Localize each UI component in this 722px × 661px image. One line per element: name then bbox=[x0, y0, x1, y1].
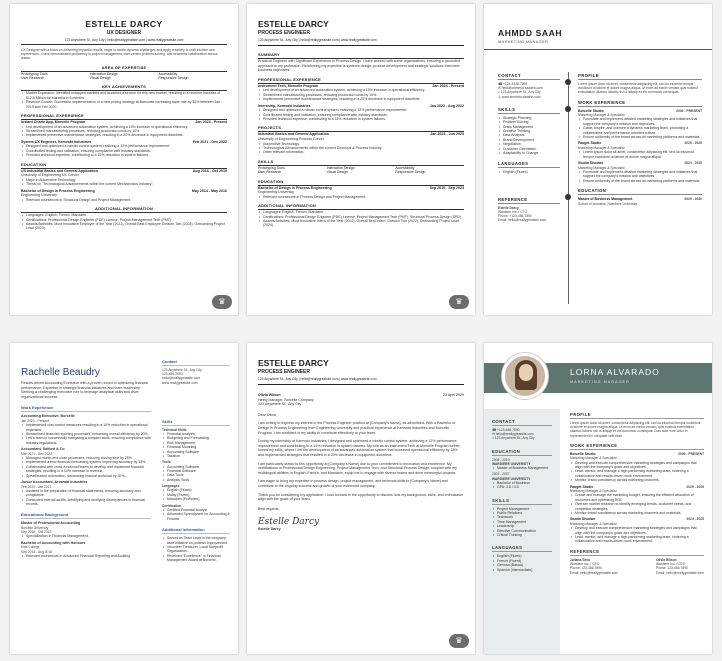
skill-item: • Crisis Management bbox=[498, 125, 560, 129]
recipient-title: Hiring Manager, Borcelle Company bbox=[258, 397, 314, 402]
cert-item: • Certified Financial Analyst bbox=[162, 508, 230, 512]
section-heading: REFERENCE bbox=[498, 197, 560, 204]
additional-item: • Languages: English, French, Mandarin. bbox=[258, 210, 464, 214]
skill-item: • Strategic Planning bbox=[498, 116, 560, 120]
skill-item: • Adaptability to Change bbox=[498, 151, 560, 155]
project-title: Industrial Basics and General Application bbox=[258, 132, 329, 137]
job-bullet: • Lead, mentor, and manage a high-performing marketing team, fostering a collaborative and results-driven work environment. bbox=[570, 535, 704, 544]
achievement-item: • Market Expansion: Identified untapped markets and launched a service for this new market, resulting in a revenue increase of $12.5 Million for Marcella in 6 months. bbox=[21, 91, 227, 100]
resume-role: UX DESIGNER bbox=[106, 30, 142, 36]
language-item: • English (Fluent) bbox=[498, 170, 560, 174]
left-column bbox=[498, 68, 560, 223]
contact-item: ⌂ 123 Anywhere St., Any City bbox=[492, 436, 535, 441]
profile-text: Lorem ipsum dolor sit amet, consectetur adipiscing elit, sed do eiusmod tempor incididunt ut labore et dolore magna aliqua. Ut enim ad minim veniam quis nostrud exercitation ullamco laboris nisi ut aliquip ex ea commodo consequat. bbox=[578, 82, 699, 95]
job-company: Studio Shodwe bbox=[578, 161, 604, 166]
job-bullet: • Provided technical expertise, contributing to a 15% reduction in system failures. bbox=[21, 153, 227, 157]
reference-name: Juliana Silva bbox=[570, 557, 590, 562]
job-bullet: • Create and manage the marketing budget, ensuring the efficient allocation of resources and optimizing ROI. bbox=[570, 493, 704, 502]
skill-item: • Financial Analysis bbox=[162, 432, 230, 436]
job-date: Jan 2023 - Present bbox=[195, 120, 227, 125]
job-title: Instant Chartz App, Morcelle Program bbox=[21, 120, 86, 125]
job-bullet: • Spearheaded automation, decreasing manual workload by 30%. bbox=[21, 474, 151, 478]
reference-email: Email: hello@reallygreatsite.com bbox=[655, 570, 704, 575]
edu-school: Elite College bbox=[21, 545, 40, 550]
job-company: Fauget Studio bbox=[578, 141, 602, 146]
section-heading: SKILLS bbox=[498, 107, 560, 114]
reference-item bbox=[570, 558, 618, 575]
edu-bullet: • GPA: 3.8 / 4.0 bbox=[492, 485, 552, 489]
skill-item: • Data Analysis bbox=[498, 133, 560, 137]
section-heading: KEY ACHIEVEMENTS bbox=[21, 84, 227, 91]
job-bullet: • Streamlined manufacturing processes, reducing production costs by 10%. bbox=[21, 129, 227, 133]
job-bullet: • Designed and optimized a robotic control system, realizing a 12% performance improvement. bbox=[21, 144, 227, 148]
skills-subheading: Technical Skills bbox=[162, 427, 187, 432]
right-column bbox=[162, 357, 230, 563]
job-company: Borcelle Studio bbox=[578, 108, 604, 113]
reference-email: Email: hello@reallygreatsite.com bbox=[498, 218, 547, 223]
edu-date: Sep 2014 - Aug 2018 bbox=[21, 549, 52, 554]
skill-item: User Research bbox=[21, 76, 45, 81]
cover-letter-thumbnail-process-engineer[interactable] bbox=[247, 343, 475, 654]
skill-item: • Risk Management bbox=[162, 441, 230, 445]
section-heading: SUMMARY bbox=[258, 52, 464, 59]
job-bullet: • Led a team in successfully navigating a complex audit, ensuring compliance with industry regulations. bbox=[21, 436, 151, 445]
additional-item: • Certifications: Professional Design Engineer (PDE) License, Project Management Tech (PMT). bbox=[21, 218, 227, 222]
skill-item: Interaction Design bbox=[89, 71, 118, 76]
job-bullet: • Led development of an advanced automation system, achieving a 15% increase in operational efficiency. bbox=[21, 125, 227, 129]
edu-date: Aug 2016 - Oct 2019 bbox=[192, 168, 227, 173]
job-title: Junior Accountant, Arowwai Industries bbox=[21, 480, 88, 485]
job-bullet: • Implemented preventive maintenance strategies, resulting in a 20% decrease in equipment downtime. bbox=[21, 133, 227, 137]
job-bullet: • Assisted in the preparation of financial statements, ensuring accuracy and compliance. bbox=[21, 489, 151, 498]
section-heading: LANGUAGES bbox=[492, 545, 552, 552]
edu-bullet: • Major in Automotive Technology. bbox=[21, 178, 227, 182]
section-heading: PROFESSIONAL EXPERIENCE bbox=[258, 77, 464, 84]
edu-bullet: • Relevant coursework in Advanced Financial Reporting and Auditing. bbox=[21, 554, 151, 558]
language-item: • Spanish (Intermediate) bbox=[492, 568, 552, 572]
edu-school: WARDIERE UNIVERSITY bbox=[492, 461, 531, 466]
resume-name: Rachelle Beaudry bbox=[21, 367, 100, 378]
project-school: University of Engineering Process Cohort bbox=[258, 137, 324, 141]
crown-icon[interactable]: ♛ bbox=[449, 634, 469, 648]
skill-item: Responsive Design bbox=[395, 170, 426, 175]
reference-company: Wardiere Inc. / CEO bbox=[570, 562, 600, 567]
edu-title: UX Industrial Basics and General Application bbox=[21, 168, 98, 173]
job-date: 2024 - 2025 bbox=[684, 161, 702, 166]
edu-bullet: • Master of Business Management bbox=[492, 466, 552, 470]
signature: Estelle Darcy bbox=[258, 517, 320, 528]
letter-contact: 123 Anywhere St., Any City | hello@reallygreatsite.com | www.reallygreatsite.com bbox=[258, 377, 464, 385]
project-bullet: • Other relevant information. bbox=[258, 150, 464, 154]
edu-date: 2003 - 2007 bbox=[492, 472, 510, 477]
job-bullet: • Streamlined manufacturing processes, reducing production costs by 10%. bbox=[258, 93, 464, 97]
resume-thumbnail-process-engineer[interactable] bbox=[247, 4, 475, 315]
letter-paragraph: During my internship at Kemvoki Industries, I designed and optimized a robotic control system, achieving a 12% performance improvement and contributing to a 15% reduction in system failures. My role as an Instrument Tech at Morcelle Program further honed my skills, where I led the development of an advanced automation system that increased operational efficiency by 15% and implemented strategies that resulted in a 20% decrease in equipment downtime. bbox=[258, 439, 460, 457]
skill-item: • Customer Orientation bbox=[498, 147, 560, 151]
job-date: Mar 2021 - Dec 2022 bbox=[21, 451, 52, 456]
resume-name: ESTELLE DARCY bbox=[258, 19, 329, 29]
edu-school: WARDIERE UNIVERSITY bbox=[492, 476, 531, 481]
job-role: Marketing Manager & Specialist bbox=[578, 113, 625, 118]
section-heading: SKILLS bbox=[258, 159, 464, 166]
left-column bbox=[21, 357, 151, 558]
job-bullet: • Oversee market research to identify emerging trends, customer needs, and competitor strategies. bbox=[570, 502, 704, 511]
resume-summary: UX Designer with a focus on delivering impactful results, eager to tackle dynamic challenges and apply creativity to craft intuitive user experiences. I have demonstrated proficiency in project management, user-centric problem-solving, and seamless collaboration across teams. bbox=[21, 48, 218, 61]
project-bullet: • Automotive Technology. bbox=[258, 142, 464, 146]
edu-date: May 2014 - May 2016 bbox=[191, 188, 227, 193]
skill-item: Responsive Design bbox=[158, 76, 189, 81]
section-heading: SKILLS bbox=[492, 498, 552, 505]
edu-date: Sep 2018 - Oct 2019 bbox=[21, 530, 52, 535]
contact-item: ✉ hello@reallygreatsite.com bbox=[492, 432, 534, 437]
job-bullet: • Formulate and implement detailed marketing strategies and initiatives that support the company's mission and objectives. bbox=[578, 117, 702, 126]
job-bullet: • Ensure uniformity of the brand across all marketing platforms and materials. bbox=[578, 179, 702, 183]
job-role: Marketing Manager & Specialist bbox=[578, 165, 625, 170]
edu-title: Master of Business Management bbox=[578, 197, 633, 202]
skill-item: • Negotiation bbox=[498, 142, 560, 146]
achievement-item: • Revenue Growth: Successful implementation of a new pricing strategy at Barnowle increasing base rate by 30% between Jan 2019 and Feb 2020. bbox=[21, 100, 227, 109]
expertise-grid bbox=[21, 72, 227, 81]
letter-name: ESTELLE DARCY bbox=[258, 358, 329, 368]
recipient-address: 123 Anywhere St., Any City bbox=[258, 402, 302, 407]
additional-item: • Awards/Activities: Most Innovative Employer of the Year (2021), Overall Best Employee Division Two (2024), Onboarding Project Lead (2023). bbox=[21, 222, 227, 231]
section-heading: Educational Background bbox=[21, 512, 151, 519]
job-date: 2025 - 2029 bbox=[686, 484, 704, 489]
job-bullet: • Collaborated with cross-functional teams to develop and implement financial strategies, resulting in a 10% increase in revenue. bbox=[21, 465, 151, 474]
letter-closing: Best regards, bbox=[258, 506, 280, 511]
additional-item: • Languages: English, French, Mandarin. bbox=[21, 213, 227, 217]
job-title: Internship, Kemvoki Industries bbox=[258, 103, 311, 108]
language-item: • French (Fluent) bbox=[492, 559, 552, 563]
job-role: Marketing Manager & Specialist bbox=[570, 522, 617, 527]
skill-item: • Financial Modeling bbox=[162, 445, 230, 449]
job-role: Marketing Manager & Specialist bbox=[570, 489, 617, 494]
section-heading: Contact bbox=[162, 359, 230, 366]
additional-item: • Volunteer Treasurer, Local Nonprofit Organization. bbox=[162, 545, 230, 554]
job-date: Feb 2021 - Dec 2022 bbox=[192, 139, 227, 144]
skill-item: • Public Relations bbox=[492, 511, 552, 515]
letter-paragraph: I am particularly drawn to this opportunity at [Company's Name] due to your commitment to innovation and excellence. My certifications in Professional Design Engineering, Project Management Tech, and Structural Process Design, coupled with my multilingual abilities in English, French, and Mandarin, equip me to engage with diverse teams and drive meaningful projects. bbox=[258, 461, 457, 475]
job-title: Accountant, Salford & Co bbox=[21, 447, 65, 452]
letter-date: 23 April 2029 bbox=[443, 393, 464, 397]
edu-school: Borcelle University bbox=[21, 526, 49, 531]
location-icon: ⌂ bbox=[498, 90, 501, 95]
letter-greeting: Dear Olivia, bbox=[258, 412, 277, 417]
job-date: 2025 - 2029 bbox=[684, 141, 702, 146]
cert-item: • Advanced Spreadsheet for Accounting & Finance bbox=[162, 512, 230, 521]
right-column bbox=[570, 407, 704, 575]
reference-name: Estelle Darcy bbox=[498, 205, 519, 210]
skill-item: Prototyping Tools bbox=[258, 165, 285, 170]
edu-school: Engineering University bbox=[21, 193, 57, 198]
section-heading: CONTACT bbox=[498, 73, 560, 80]
resume-role: PROCESS ENGINEER bbox=[258, 30, 310, 36]
location-icon: ⌂ bbox=[492, 436, 495, 441]
profile-text: Lorem ipsum dolor sit amet, consectetur adipiscing elit, sed do eiusmod tempor incididunt ut labore et dolore magna aliqua. Ut enim ad minim veniam, quis nostrud exercitation ullamco laboris nisi ut aliquip ex ea commodo consequat. Duis aute irure dolor in reprehenderit in voluptate velit esse. bbox=[570, 421, 701, 438]
resume-header bbox=[484, 4, 712, 50]
job-date: 2030 - PRESENT bbox=[678, 451, 704, 456]
section-heading: Additional Information bbox=[162, 527, 230, 534]
edu-title: Bachelor of Accounting with Honours bbox=[21, 540, 86, 545]
reference-phone: Phone: 123-456-7890 bbox=[570, 566, 602, 571]
contact-item: ⌂ 123 Anywhere St., Any City bbox=[498, 90, 541, 95]
job-bullet: • Coordinated testing and validation, ensuring compliance with industry standards. bbox=[21, 149, 227, 153]
skill-item: • Budgeting and Forecasting bbox=[162, 436, 230, 440]
job-bullet: • Provided technical expertise, contributing to a 15% reduction in system failures. bbox=[258, 117, 464, 121]
language-item: • English (Fluent) bbox=[162, 488, 230, 492]
tool-item: • Analysis Tools bbox=[162, 478, 230, 482]
edu-title: Master of Professional Accounting bbox=[21, 521, 81, 526]
skill-item: • Accounting Software bbox=[162, 450, 230, 454]
job-bullet: • Lead, mentor, and manage a high-performing marketing team, fostering a collaborative and results-driven work environment. bbox=[570, 469, 704, 478]
letter-paragraph: I am writing to express my interest in the Process Engineer position at [Company's Name], as advertised. With a Bachelor of Design in Process Engineering from Engineering University and practical experience at Kemvoki Industries and Morcelle Program, I am confident in my ability to contribute effectively to your team. bbox=[258, 421, 456, 435]
education-icon bbox=[565, 194, 571, 200]
job-bullet: • Develop and execute comprehensive marketing strategies and campaigns that align with the company's goals and objectives. bbox=[570, 461, 704, 470]
job-bullet: • Conducted internal audits, identifying and rectifying discrepancies in financial records. bbox=[21, 498, 151, 507]
reference-name: Olivia Wilson bbox=[655, 557, 677, 562]
phone-icon: ☎ bbox=[492, 428, 498, 432]
edu-school: University of Engineering UX Cohort bbox=[21, 173, 79, 178]
edu-bullet: • Specialization in Financial Management. bbox=[21, 534, 151, 538]
skill-item: • Teamwork bbox=[492, 515, 552, 519]
tool-item: • Financial Software bbox=[162, 469, 230, 473]
reference-company: Wardiere Inc. / CTO bbox=[498, 210, 528, 215]
section-heading: EDUCATION bbox=[492, 449, 552, 456]
section-heading: LANGUAGES bbox=[498, 161, 560, 168]
job-bullet: • Implemented cost control measures resulting in a 10% reduction in operational expenses. bbox=[21, 423, 151, 432]
section-heading: Skills bbox=[162, 419, 230, 426]
reference-item bbox=[656, 558, 704, 575]
contact-item: hello@reallygreatsite.com bbox=[162, 376, 200, 381]
letter-paragraph: Thank you for considering my application. I look forward to the opportunity to discuss how my background, skills, and enthusiasm align with the goals of your team. bbox=[258, 492, 463, 502]
skill-item: • Time Management bbox=[492, 520, 552, 524]
skill-item: Accessibility bbox=[395, 165, 415, 170]
reference-company: Wardiere Inc. / CEO bbox=[655, 562, 686, 567]
language-item: • Malay (Fluent) bbox=[162, 493, 230, 497]
contact-item: ✉ hello@ahmedd saaahh.com bbox=[498, 86, 543, 91]
skill-item: • Taxation bbox=[162, 454, 230, 458]
section-heading: PROFESSIONAL EXPERIENCE bbox=[21, 113, 227, 120]
skill-item: User Research bbox=[258, 170, 282, 175]
project-date: Jan 2023 - Jun 2023 bbox=[430, 132, 464, 137]
section-heading: REFERENCE bbox=[570, 549, 704, 556]
left-column bbox=[484, 409, 560, 654]
globe-icon: ◎ bbox=[498, 94, 502, 99]
resume-thumbnail-marketing-manager[interactable] bbox=[484, 4, 712, 315]
section-heading: PROFILE bbox=[578, 73, 702, 80]
skill-item: • Brand Development bbox=[498, 138, 560, 142]
section-heading: Work Experience bbox=[21, 405, 151, 412]
resume-thumbnail-accounting-executive[interactable] bbox=[10, 343, 238, 654]
job-bullet: • Formulate and implement detailed marketing strategies and initiatives that support the company's mission and objectives. bbox=[578, 170, 702, 179]
skill-item: • Critical Thinking bbox=[492, 533, 552, 537]
profile-photo bbox=[502, 353, 548, 399]
edu-bullet: • Thesis on "Technological Advancements within the current Mechatronics Industry". bbox=[21, 182, 227, 186]
skill-item: Visual Design bbox=[89, 76, 111, 81]
tool-item: • Data Tools bbox=[162, 473, 230, 477]
letter-paragraph: I am eager to bring my expertise in process design, project management, and technical skills to [Company's Name] and contribute to the ongoing success and growth of your esteemed company. bbox=[258, 479, 448, 488]
job-bullet: • Managed month-end close processes, reducing closing time by 25%. bbox=[21, 456, 151, 460]
edu-date: 2008 - 2010 bbox=[492, 457, 510, 462]
reference-phone: Phone: +123-456-7890 bbox=[498, 214, 532, 219]
resume-contact: 123 Anywhere St., Any City | hello@reallygreatsite.com | www.reallygreatsite.com bbox=[258, 38, 464, 46]
section-heading: WORK EXPERIENCE bbox=[578, 100, 702, 107]
job-role: Marketing Manager & Specialist bbox=[578, 146, 625, 151]
job-bullet: • Streamlined financial reporting processes, enhancing overall efficiency by 20%. bbox=[21, 432, 151, 436]
edu-title: Bachelor of Design in Process Engineering bbox=[258, 185, 332, 190]
job-title: System UX Engineer, Kemvoki Industries bbox=[21, 139, 92, 144]
section-heading: ADDITIONAL INFORMATION bbox=[21, 206, 227, 213]
reference-list bbox=[570, 558, 704, 575]
job-bullet: • Monitor brand consistency across marketing channels and materials. bbox=[570, 511, 704, 515]
job-bullet: • Coordinated testing and validation, ensuring compliance with industry standards. bbox=[258, 113, 464, 117]
reference-phone: Phone: 123-456-7890 bbox=[655, 566, 688, 571]
skill-item: Visual Design bbox=[326, 170, 348, 175]
edu-bullet: • Bachelor of Business bbox=[492, 481, 552, 485]
crown-icon[interactable]: ♛ bbox=[212, 295, 232, 309]
resume-role: MARKETING MANAGER bbox=[570, 380, 630, 384]
skill-item: • Leadership bbox=[492, 524, 552, 528]
reference-email: Email: hello@reallygreatsite.com bbox=[570, 570, 619, 575]
section-heading: EDUCATION bbox=[578, 188, 702, 195]
section-heading: PROJECTS bbox=[258, 125, 464, 132]
resume-thumbnail-lorna-alvarado[interactable] bbox=[484, 343, 712, 654]
edu-title: Bachelor of Design in Process Engineering bbox=[21, 188, 95, 193]
skills-subheading: Tools bbox=[162, 460, 171, 465]
section-heading: AREA OF EXPERTISE bbox=[21, 65, 227, 72]
job-company: Studio Shodwe bbox=[570, 517, 596, 522]
section-heading: EDUCATION bbox=[258, 179, 464, 186]
job-date: Jan 2022 - Aug 2022 bbox=[429, 103, 464, 108]
skill-item: • Project Management bbox=[492, 507, 552, 511]
job-bullet: • Guide, inspire, and oversee a dynamic marketing team, promoting a collaborative and performance-oriented culture. bbox=[578, 126, 702, 135]
job-company: Fauget Studio bbox=[570, 484, 594, 489]
job-role: Marketing Manager & Specialist bbox=[570, 456, 617, 461]
resume-summary: Practical Engineer with Significant Experience in Process Design. I have worked with some organizations, ensuring a grounded approach to my profession. Reinforcing my expertise is systems design, product development and strategic solutions that meet business objectives. bbox=[258, 59, 460, 73]
letter-role: PROCESS ENGINEER bbox=[258, 369, 310, 375]
resume-name: LORNA ALVARADO bbox=[570, 367, 660, 377]
job-bullet: • Implemented preventive maintenance strategies, resulting in a 20% decrease in equipment downtime. bbox=[258, 97, 464, 101]
edu-date: Sep 2019 - Sep 2023 bbox=[429, 185, 464, 190]
contact-item: ◎ www.ahmedd saaahh.com bbox=[498, 94, 541, 99]
edu-bullet: • Relevant coursework in Process Design and Project Management. bbox=[258, 195, 464, 199]
skill-item: • Effective Communication bbox=[492, 529, 552, 533]
job-bullet: • Implemented a new financial forecasting system, improving accuracy by 15%. bbox=[21, 460, 151, 464]
email-icon: ✉ bbox=[498, 86, 502, 91]
skill-item: Interaction Design bbox=[326, 165, 355, 170]
edu-date: 2029 - 2030 bbox=[684, 197, 702, 202]
skill-item: Accessibility bbox=[158, 71, 178, 76]
additional-item: • Certifications: Professional Design Engineer (PDE) License, Project Management Tech (PMT), Structural Process Design (SPD). bbox=[258, 215, 464, 219]
section-heading: WORK EXPERIENCE bbox=[570, 443, 704, 450]
job-title: Accounting Executive, Borcelle bbox=[21, 414, 75, 419]
contact-item: 123-456-7890 bbox=[162, 372, 183, 377]
skills-subheading: Certification bbox=[162, 503, 182, 508]
resume-name: ESTELLE DARCY bbox=[85, 19, 163, 29]
crown-icon[interactable]: ♛ bbox=[449, 295, 469, 309]
section-heading: EDUCATION bbox=[21, 162, 227, 169]
job-bullet: • Monitor brand consistency across marketing channels. bbox=[570, 478, 704, 482]
phone-icon: ☎ bbox=[498, 82, 504, 86]
job-title: Instrument Tech, Morcelle Program bbox=[258, 83, 319, 88]
contact-item: ☎ +124-4236-7894 bbox=[498, 82, 528, 86]
resume-name: AHMDD SAAH bbox=[498, 28, 563, 38]
resume-contact: 123 Anywhere St., Any City | hello@reallygreatsite.com | www.reallygreatsite.com bbox=[21, 38, 227, 45]
edu-school: Engineering University bbox=[258, 190, 294, 195]
recipient-name: Olivia Wilson bbox=[258, 393, 281, 397]
language-item: • Mandarin (Proficient) bbox=[162, 497, 230, 501]
job-date: Feb 2020 - Jan 2021 bbox=[21, 484, 52, 489]
project-bullet: • Technological Advancements within the current Chemical & Process Industry. bbox=[258, 146, 464, 150]
profile-icon bbox=[565, 79, 571, 85]
job-bullet: • Led development of an advanced automation system, achieving a 15% increase in operational efficiency. bbox=[258, 88, 464, 92]
language-item: • English (Fluent) bbox=[492, 554, 552, 558]
job-date: Jan 2023 - Present bbox=[21, 418, 49, 423]
skills-subheading: Languages bbox=[162, 484, 180, 489]
job-bullet: • Develop and execute comprehensive marketing strategies and campaigns that align with the company's goals and objectives. bbox=[570, 526, 704, 535]
contact-item: 123 Anywhere St., Any City bbox=[162, 368, 202, 372]
job-bullet: • Lorem ipsum dolor sit amet, consectetur adipiscing elit, sed do eiusmod tempor incididunt ut labore et dolore magna aliqua. bbox=[578, 150, 702, 159]
skill-item: Prototyping Tools bbox=[21, 71, 48, 76]
resume-summary: Results-driven Accounting Executive with a proven record of optimizing financial performance. Expertise in strategic financial initiatives and team leadership. Seeking a challenging executive role to leverage analytical skills and drive organizational success. bbox=[21, 381, 149, 399]
signer-name: Estelle Darcy bbox=[258, 527, 281, 532]
section-heading: ADDITIONAL INFORMATION bbox=[258, 203, 464, 210]
additional-item: • Received "Excellence" in Financial Management Award at Borcelle. bbox=[162, 554, 230, 563]
contact-item: ☎ +123-456-7890 bbox=[492, 428, 520, 432]
skill-item: • Creative Thinking bbox=[498, 129, 560, 133]
job-bullet: • Ensure uniformity of the brand across all marketing platforms and materials. bbox=[578, 135, 702, 139]
edu-bullet: • Relevant coursework in Structural Design and Project Management. bbox=[21, 198, 227, 202]
skills-grid bbox=[258, 166, 464, 175]
contact-item: www.reallygreatsite.com bbox=[162, 380, 198, 385]
resume-thumbnail-ux-designer[interactable] bbox=[10, 4, 238, 315]
edu-school: School of business | Wardiere University bbox=[578, 201, 638, 206]
section-heading: CONTACT bbox=[492, 419, 552, 426]
job-date: 2024 - 2025 bbox=[686, 517, 704, 522]
additional-item: • Awards/Activities: Most Innovative Intern of the Year (2022), Overall Best Intern, Division Two (2022), Onboarding Project Lead (2024). bbox=[258, 219, 464, 228]
email-icon: ✉ bbox=[492, 432, 496, 437]
job-bullet: • Designed and optimized a robotic control system, realizing a 12% performance improvement. bbox=[258, 108, 464, 112]
section-heading: PROFILE bbox=[570, 412, 704, 419]
tool-item: • Accounting Software bbox=[162, 465, 230, 469]
work-icon bbox=[565, 106, 571, 112]
job-date: Jan 2024 - Present bbox=[432, 83, 464, 88]
right-column bbox=[578, 68, 702, 206]
resume-role: MARKETING MANAGER bbox=[498, 39, 549, 44]
job-company: Borcelle Studio bbox=[570, 451, 596, 456]
language-item: • German (Basics) bbox=[492, 563, 552, 567]
additional-item: • Served as Team Lead in the company-wide initiative on process improvement. bbox=[162, 536, 230, 545]
job-date: 2030 - PRESENT bbox=[676, 108, 702, 113]
skill-item: • Problem Solving bbox=[498, 120, 560, 124]
